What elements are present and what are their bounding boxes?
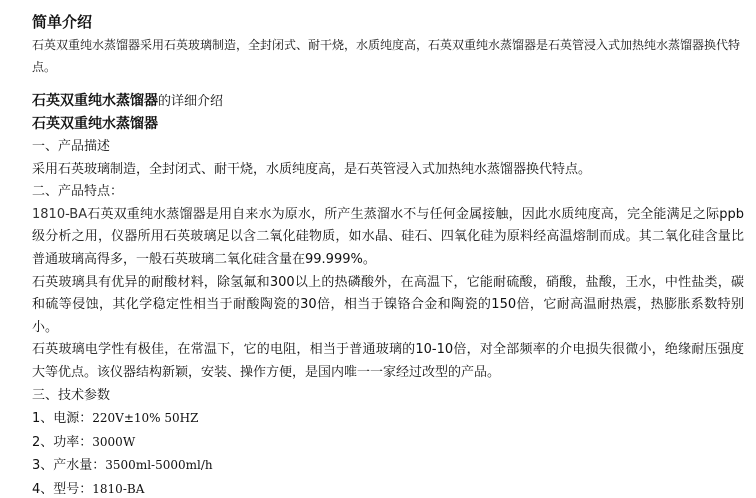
params-list	[32, 407, 744, 498]
param-label: 2、功率：	[32, 434, 93, 450]
detail-heading-suffix: 的详细介绍	[158, 94, 224, 109]
param-value: 1810-BA	[92, 481, 145, 496]
param-item	[32, 431, 744, 455]
param-label: 3、产水量：	[32, 458, 106, 474]
section2-model: 1810-BA	[32, 206, 88, 222]
param-label: 4、型号：	[32, 481, 93, 497]
section2-paragraph-2: 石英玻璃具有优异的耐酸材料，除氢氟和300以上的热磷酸外，在高温下，它能耐硫酸，硝酸，盐酸，王水，中性盐类，碳和硫等侵蚀，其化学稳定性相当于耐酸陶瓷的30倍，相当于镍铬合金和陶瓷的150倍，它耐高温耐热震，热膨胀系数特别小。	[32, 274, 744, 335]
section2-paragraph-3: 石英玻璃电学性有极佳，在常温下，它的电阻，相当于普通玻璃的10-10倍，对全部频率的介电损失很微小，绝缘耐压强度大等优点。该仪器结构新颖，安装、操作方便，是国内唯一一家经过改型的产品。	[32, 342, 744, 380]
param-value: 220V±10% 50HZ	[92, 411, 199, 426]
param-item	[32, 454, 744, 478]
section1-text: 采用石英玻璃制造，全封闭式、耐干烧，水质纯度高，是石英管浸入式加热纯水蒸馏器换代特点。	[32, 161, 592, 177]
section2-paragraph-1	[32, 204, 744, 272]
detail-subtitle: 石英双重纯水蒸馏器	[32, 116, 158, 132]
param-item	[32, 478, 744, 498]
param-item	[32, 407, 744, 431]
param-label: 1、电源：	[32, 411, 93, 427]
param-value: 3000W	[92, 434, 136, 449]
intro-text: 石英双重纯水蒸馏器采用石英玻璃制造，全封闭式、耐干烧，水质纯度高，石英双重纯水蒸馏器是石英管浸入式加热纯水蒸馏器换代特点。	[32, 38, 741, 74]
detail-heading-bold: 石英双重纯水蒸馏器	[32, 93, 158, 109]
param-value: 3500ml-5000ml/h	[105, 458, 213, 473]
section2-title: 二、产品特点：	[32, 184, 124, 200]
detail-heading	[32, 90, 744, 113]
intro-title: 简单介绍	[32, 13, 93, 31]
section3-title: 三、技术参数	[32, 387, 111, 403]
intro-section	[32, 11, 744, 78]
section2-paragraph-1-text: 石英双重纯水蒸馏器是用自来水为原水，所产生蒸溜水不与任何金属接触，因此水质纯度高，完全能满足之际ppb级分析之用，仪器所用石英玻璃足以含二氧化硅物质，如水晶、硅石、四氧化硅为原料经高温熔制而成。其二氧化硅含量比普通玻璃高得多，一般石英玻璃二氧化硅含量在99.999%。	[32, 206, 744, 267]
detail-section	[32, 90, 744, 498]
section1-title: 一、产品描述	[32, 139, 111, 154]
